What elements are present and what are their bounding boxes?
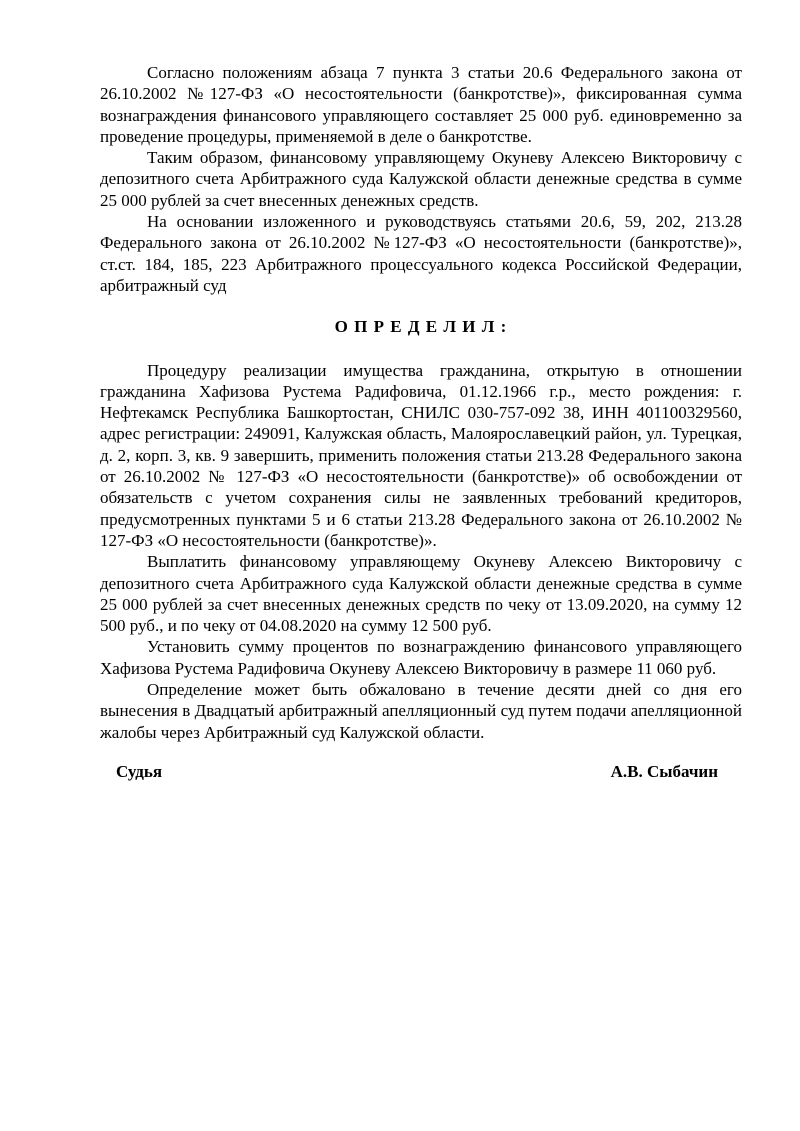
- signature-row: [100, 761, 742, 782]
- judge-role-label: Судья: [116, 761, 163, 781]
- paragraph-law-fixed-fee: Согласно положениям абзаца 7 пункта 3 статьи 20.6 Федерального закона от 26.10.2002 №127-ФЗ «О несостоятельности (банкротстве)», фиксированная сумма вознаграждения финансового управляющего составляет 25 000 руб. единовременно за проведение процедуры, применяемой в деле о банкротстве.: [100, 63, 742, 146]
- paragraph-payment-basis: Таким образом, финансовому управляющему Окуневу Алексею Викторовичу с депозитного счета Арбитражного суда Калужской области денежные средства в сумме 25 000 рублей за счет внесенных денежных средств.: [100, 148, 742, 210]
- paragraph-interest-amount: Установить сумму процентов по вознаграждению финансового управляющего Хафизова Рустема Радифовича Окуневу Алексею Викторовичу в размере 11 060 руб.: [100, 637, 742, 678]
- paragraph-legal-grounds: На основании изложенного и руководствуясь статьями 20.6, 59, 202, 213.28 Федерального закона от 26.10.2002 №127-ФЗ «О несостоятельности (банкротстве)», ст.ст. 184, 185, 223 Арбитражного процессуального кодекса Российской Федерации, арбитражный суд: [100, 212, 742, 295]
- ruling-heading: О П Р Е Д Е Л И Л :: [334, 317, 508, 337]
- judge-name: А.В. Сыбачин: [610, 761, 718, 781]
- paragraph-procedure-completion: Процедуру реализации имущества гражданина, открытую в отношении гражданина Хафизова Рустема Радифовича, 01.12.1966 г.р., место рождения: г. Нефтекамск Республика Башкортостан, СНИЛС 030-757-092 38, ИНН 401100329560, адрес регистрации: 249091, Калужская область, Малоярославецкий район, ул. Турецкая, д. 2, корп. 3, кв. 9 завершить, применить положения статьи 213.28 Федерального закона от 26.10.2002 № 127-ФЗ «О несостоятельности (банкротстве)» об освобождении от обязательств с учетом сохранения силы не заявленных требований кредиторов, предусмотренных пунктами 5 и 6 статьи 213.28 Федерального закона от 26.10.2002 № 127-ФЗ «О несостоятельности (банкротстве)».: [100, 360, 742, 550]
- paragraph-payment-order: Выплатить финансовому управляющему Окуневу Алексею Викторовичу с депозитного счета Арбитражного суда Калужской области денежные средства в сумме 25 000 рублей за счет внесенных денежных средств по чеку от 13.09.2020, на сумму 12 500 руб., и по чеку от 04.08.2020 на сумму 12 500 руб.: [100, 552, 742, 636]
- paragraph-appeal-terms: Определение может быть обжаловано в течение десяти дней со дня его вынесения в Двадцатый арбитражный апелляционный суд путем подачи апелляционной жалобы через Арбитражный суд Калужской области.: [100, 680, 742, 742]
